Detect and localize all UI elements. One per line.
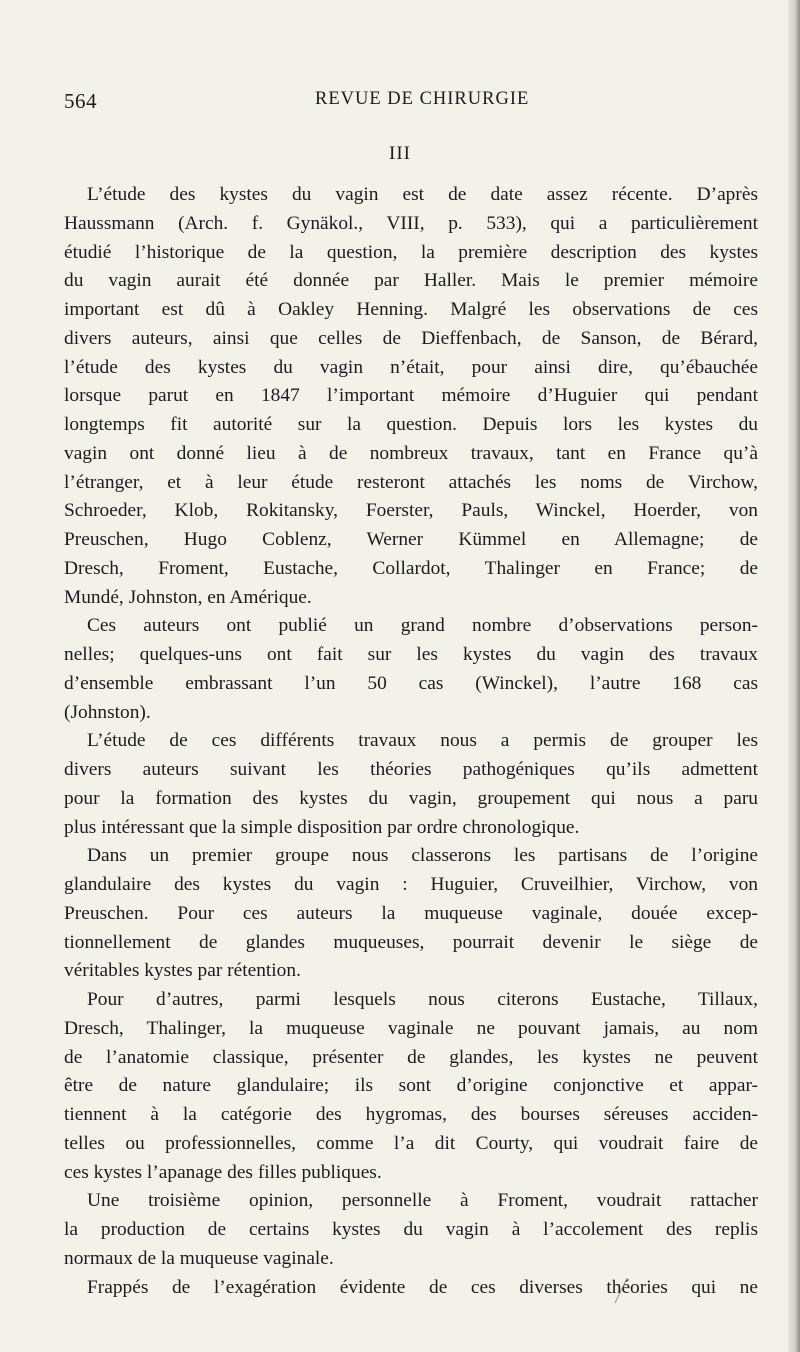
text-line: véritables kystes par rétention. [64,960,301,982]
text-line: nelles; quelques-uns ont fait sur les kystes du vagin des travaux [64,644,758,665]
text-line: du vagin aurait été donnée par Haller. Mais le premier mémoire [64,270,758,292]
section-number: III [389,143,411,164]
text-line: (Johnston). [64,701,151,723]
text-line: l’étude des kystes du vagin n’était, pour ainsi dire, qu’ébauchée [64,356,758,378]
text-line: ces kystes l’apanage des filles publiques. [64,1161,382,1183]
text-line: Haussmann (Arch. f. Gynäkol., VIII, p. 533), qui a particulièrement [64,212,758,234]
text-line: glandulaire des kystes du vagin : Huguier, Cruveilhier, Virchow, von [64,874,758,895]
running-title: REVUE DE CHIRURGIE [315,89,530,109]
text-line: normaux de la muqueuse vaginale. [64,1247,334,1269]
text-line: être de nature glandulaire; ils sont d’origine conjonctive et appar- [64,1075,758,1097]
text-line: Mundé, Johnston, en Amérique. [64,586,312,608]
text-line: étudié l’historique de la question, la première description des kystes [64,241,758,263]
text-line: Dresch, Froment, Eustache, Collardot, Thalinger en France; de [64,557,758,579]
text-line: tionnellement de glandes muqueuses, pourrait devenir le siège de [64,931,758,953]
text-line: divers auteurs, ainsi que celles de Dieffenbach, de Sanson, de Bérard, [64,327,758,349]
text-line: Une troisième opinion, personnelle à Froment, voudrait rattacher [87,1190,758,1212]
text-line: divers auteurs suivant les théories pathogéniques qu’ils admettent [64,759,758,780]
text-line: de l’anatomie classique, présenter de glandes, les kystes ne peuvent [64,1046,758,1068]
text-line: L’étude des kystes du vagin est de date assez récente. D’après [87,184,758,205]
text-line: Dans un premier groupe nous classerons les partisans de l’origine [87,845,758,867]
text-line: tiennent à la catégorie des hygromas, des bourses séreuses acciden- [64,1104,758,1125]
text-line: longtemps fit autorité sur la question. Depuis lors les kystes du [64,414,758,435]
text-line: lorsque parut en 1847 l’important mémoire d’Huguier qui pendant [64,385,758,407]
text-line: Preuschen. Pour ces auteurs la muqueuse vaginale, douée excep- [64,902,758,924]
text-line: pour la formation des kystes du vagin, groupement qui nous a paru [64,787,758,809]
text-line: important est dû à Oakley Henning. Malgré les observations de ces [64,299,758,320]
text-line: Schroeder, Klob, Rokitansky, Foerster, Pauls, Winckel, Hoerder, von [64,500,758,522]
text-line: la production de certains kystes du vagin à l’accolement des replis [64,1219,758,1240]
text-line: d’ensemble embrassant l’un 50 cas (Winckel), l’autre 168 cas [64,672,758,694]
text-line: L’étude de ces différents travaux nous a permis de grouper les [87,730,758,752]
page-number: 564 [64,89,97,113]
page-edge-shadow [788,0,800,1352]
text-line: Preuschen, Hugo Coblenz, Werner Kümmel en Allemagne; de [64,529,758,550]
text-line: Dresch, Thalinger, la muqueuse vaginale ne pouvant jamais, au nom [64,1017,758,1039]
text-line: Pour d’autres, parmi lesquels nous citerons Eustache, Tillaux, [87,989,758,1010]
text-line: telles ou professionnelles, comme l’a dit Courty, qui voudrait faire de [64,1132,758,1154]
pencil-mark-icon [613,1276,629,1306]
text-line: Ces auteurs ont publié un grand nombre d’observations person- [87,615,758,637]
text-line: vagin ont donné lieu à de nombreux travaux, tant en France qu’à [64,442,758,464]
body-text [64,181,758,1302]
text-line: plus intéressant que la simple disposition par ordre chronologique. [64,816,580,838]
text-line: l’étranger, et à leur étude resteront attachés les noms de Virchow, [64,471,758,493]
text-line: Frappés de l’exagération évidente de ces diverses théories qui ne [87,1276,758,1298]
